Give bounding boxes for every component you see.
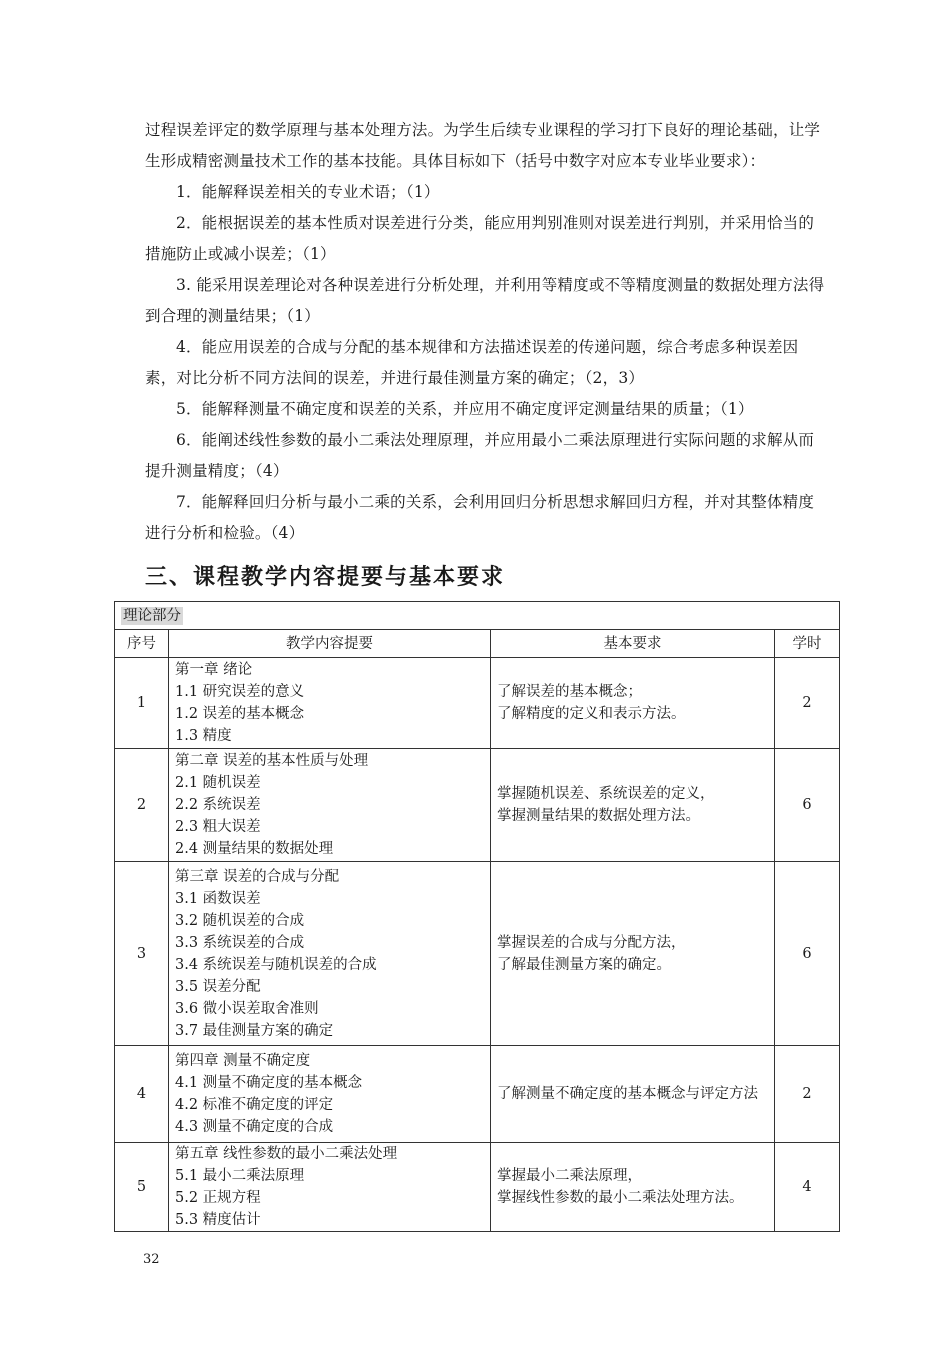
intro-paragraph-0: 过程误差评定的数学原理与基本处理方法。为学生后续专业课程的学习打下良好的理论基础，让学生形成精密测量技术工作的基本技能。具体目标如下（括号中数字对应本专业毕业要求）：	[145, 121, 821, 170]
content-item: 3.2 随机误差的合成	[175, 912, 305, 929]
requirement-line: 掌握误差的合成与分配方法，	[497, 934, 686, 951]
row-requirement	[491, 1046, 775, 1143]
objective-5: 5．能解释测量不确定度和误差的关系，并应用不确定度评定测量结果的质量；（1）	[176, 400, 754, 418]
row-requirement	[491, 749, 775, 862]
content-item: 3.6 微小误差取舍准则	[175, 1000, 319, 1017]
section-label: 理论部分	[123, 607, 181, 624]
objective-3: 3. 能采用误差理论对各种误差进行分析处理，并利用等精度或不等精度测量的数据处理方法得到合理的测量结果；（1）	[145, 276, 825, 325]
row-content	[169, 749, 491, 862]
objective-4: 4．能应用误差的合成与分配的基本规律和方法描述误差的传递问题，综合考虑多种误差因素，对比分析不同方法间的误差，并进行最佳测量方案的确定；（2，3）	[145, 338, 799, 387]
content-item: 3.7 最佳测量方案的确定	[175, 1022, 334, 1039]
content-item: 1.2 误差的基本概念	[175, 706, 305, 722]
row-content	[169, 862, 491, 1046]
row-content	[169, 1143, 491, 1232]
requirement-line: 掌握测量结果的数据处理方法。	[497, 808, 700, 824]
objective-1: 1．能解释误差相关的专业术语；（1）	[176, 183, 440, 201]
row-num: 5	[115, 1143, 169, 1232]
table-row	[115, 1143, 840, 1232]
content-item: 5.1 最小二乘法原理	[175, 1168, 305, 1184]
requirement-line: 掌握最小二乘法原理，	[497, 1168, 642, 1184]
row-num: 1	[115, 658, 169, 749]
content-item: 3.3 系统误差的合成	[175, 934, 305, 951]
content-item: 1.3 精度	[175, 728, 232, 744]
content-item: 2.3 粗大误差	[175, 819, 261, 835]
row-content	[169, 658, 491, 749]
table-row	[115, 1046, 840, 1143]
row-hours: 6	[775, 749, 840, 862]
objective-7: 7．能解释回归分析与最小二乘的关系，会利用回归分析思想求解回归方程，并对其整体精度进行分析和检验。（4）	[145, 493, 815, 542]
syllabus-table	[114, 601, 840, 1232]
content-item: 2.2 系统误差	[175, 797, 261, 813]
objective-2: 2．能根据误差的基本性质对误差进行分类，能应用判别准则对误差进行判别，并采用恰当的措施防止或减小误差；（1）	[145, 214, 815, 263]
content-item: 2.4 测量结果的数据处理	[175, 841, 334, 857]
section-heading: 三、课程教学内容提要与基本要求	[145, 565, 506, 590]
requirement-line: 了解测量不确定度的基本概念与评定方法	[497, 1086, 758, 1102]
header-num: 序号	[115, 630, 169, 658]
row-hours: 2	[775, 1046, 840, 1143]
content-item: 4.1 测量不确定度的基本概念	[175, 1075, 363, 1091]
section-label-cell	[115, 602, 840, 630]
row-num: 4	[115, 1046, 169, 1143]
chapter-title: 第五章 线性参数的最小二乘法处理	[175, 1146, 398, 1162]
content-item: 3.4 系统误差与随机误差的合成	[175, 956, 377, 973]
chapter-title: 第一章 绪论	[175, 662, 253, 678]
row-hours: 4	[775, 1143, 840, 1232]
row-hours: 2	[775, 658, 840, 749]
row-requirement	[491, 658, 775, 749]
table-header-row	[115, 630, 840, 658]
content-item: 2.1 随机误差	[175, 775, 261, 791]
requirement-line: 掌握随机误差、系统误差的定义，	[497, 786, 715, 802]
page-number: 32	[143, 1252, 160, 1267]
row-content	[169, 1046, 491, 1143]
objective-6: 6．能阐述线性参数的最小二乘法处理原理，并应用最小二乘法原理进行实际问题的求解从而提升测量精度；（4）	[145, 431, 815, 480]
content-item: 3.5 误差分配	[175, 978, 261, 995]
row-hours: 6	[775, 862, 840, 1046]
requirement-line: 掌握线性参数的最小二乘法处理方法。	[497, 1190, 744, 1206]
row-requirement	[491, 862, 775, 1046]
requirement-line: 了解最佳测量方案的确定。	[497, 956, 671, 973]
row-num: 3	[115, 862, 169, 1046]
content-item: 4.2 标准不确定度的评定	[175, 1097, 334, 1113]
chapter-title: 第四章 测量不确定度	[175, 1053, 311, 1069]
table-row	[115, 749, 840, 862]
content-item: 4.3 测量不确定度的合成	[175, 1119, 334, 1135]
requirement-line: 了解误差的基本概念；	[497, 684, 642, 700]
table-section-row	[115, 602, 840, 630]
content-item: 1.1 研究误差的意义	[175, 684, 305, 700]
row-num: 2	[115, 749, 169, 862]
header-content: 教学内容提要	[169, 630, 491, 658]
content-item: 5.2 正规方程	[175, 1190, 261, 1206]
header-requirement: 基本要求	[491, 630, 775, 658]
content-item: 5.3 精度估计	[175, 1212, 261, 1228]
content-item: 3.1 函数误差	[175, 890, 261, 907]
chapter-title: 第二章 误差的基本性质与处理	[175, 753, 369, 769]
chapter-title: 第三章 误差的合成与分配	[175, 868, 340, 885]
table-row	[115, 658, 840, 749]
table-row	[115, 862, 840, 1046]
requirement-line: 了解精度的定义和表示方法。	[497, 706, 686, 722]
row-requirement	[491, 1143, 775, 1232]
header-hours: 学时	[775, 630, 840, 658]
